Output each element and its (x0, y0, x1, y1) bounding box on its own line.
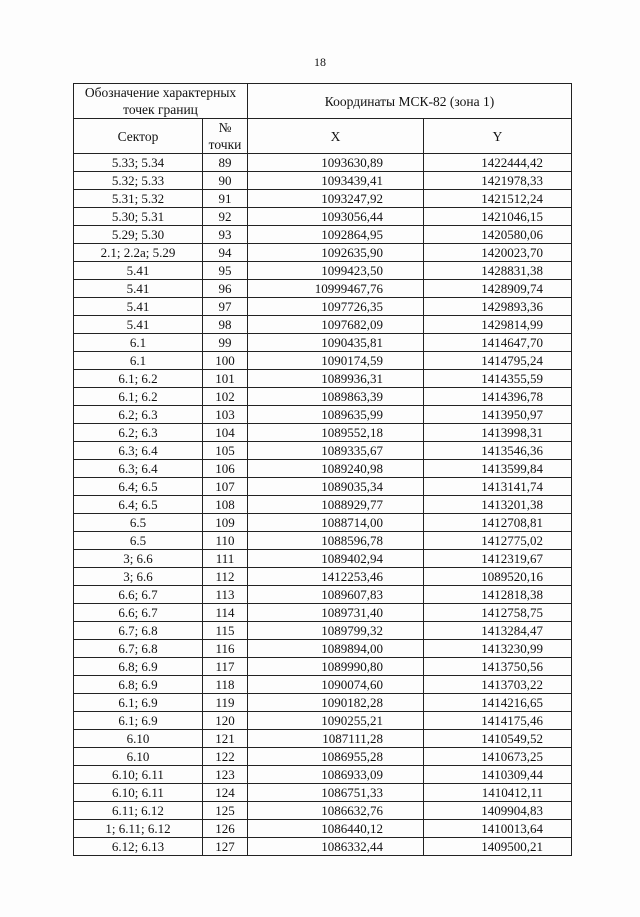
cell-point-number: 92 (203, 208, 248, 226)
cell-y: 1409500,21 (424, 838, 572, 856)
cell-point-number: 118 (203, 676, 248, 694)
cell-x: 1086751,33 (248, 784, 424, 802)
cell-x: 1090182,28 (248, 694, 424, 712)
cell-sector: 6.4; 6.5 (74, 496, 203, 514)
table-body (74, 154, 572, 856)
table-header-row (74, 84, 572, 119)
cell-x: 1086332,44 (248, 838, 424, 856)
cell-y: 1412818,38 (424, 586, 572, 604)
cell-x: 1090435,81 (248, 334, 424, 352)
cell-point-number: 96 (203, 280, 248, 298)
cell-sector: 6.7; 6.8 (74, 622, 203, 640)
table-row (74, 478, 572, 496)
cell-x: 1089894,00 (248, 640, 424, 658)
cell-sector: 2.1; 2.2а; 5.29 (74, 244, 203, 262)
header-x: X (248, 119, 424, 154)
cell-x: 1097726,35 (248, 298, 424, 316)
cell-sector: 6.2; 6.3 (74, 424, 203, 442)
cell-y: 1410549,52 (424, 730, 572, 748)
table-row (74, 370, 572, 388)
table-row (74, 154, 572, 172)
cell-y: 1420023,70 (424, 244, 572, 262)
table-row (74, 748, 572, 766)
table-row (74, 532, 572, 550)
cell-y: 1414355,59 (424, 370, 572, 388)
cell-y: 1413201,38 (424, 496, 572, 514)
cell-x: 1093247,92 (248, 190, 424, 208)
cell-y: 1410673,25 (424, 748, 572, 766)
cell-sector: 6.5 (74, 532, 203, 550)
cell-sector: 6.1; 6.9 (74, 712, 203, 730)
cell-point-number: 122 (203, 748, 248, 766)
cell-x: 1093630,89 (248, 154, 424, 172)
cell-point-number: 126 (203, 820, 248, 838)
table-row (74, 802, 572, 820)
cell-sector: 6.6; 6.7 (74, 604, 203, 622)
cell-point-number: 109 (203, 514, 248, 532)
cell-sector: 6.1; 6.2 (74, 370, 203, 388)
cell-x: 1089635,99 (248, 406, 424, 424)
cell-y: 1414175,46 (424, 712, 572, 730)
table-row (74, 388, 572, 406)
cell-point-number: 97 (203, 298, 248, 316)
cell-y: 1413750,56 (424, 658, 572, 676)
cell-x: 1088714,00 (248, 514, 424, 532)
cell-sector: 6.2; 6.3 (74, 406, 203, 424)
cell-point-number: 116 (203, 640, 248, 658)
cell-x: 1089402,94 (248, 550, 424, 568)
cell-y: 1414647,70 (424, 334, 572, 352)
cell-sector: 6.3; 6.4 (74, 442, 203, 460)
cell-sector: 5.31; 5.32 (74, 190, 203, 208)
cell-sector: 6.3; 6.4 (74, 460, 203, 478)
cell-point-number: 89 (203, 154, 248, 172)
cell-x: 1089731,40 (248, 604, 424, 622)
cell-y: 1421978,33 (424, 172, 572, 190)
cell-point-number: 95 (203, 262, 248, 280)
cell-point-number: 121 (203, 730, 248, 748)
table-row (74, 208, 572, 226)
cell-point-number: 98 (203, 316, 248, 334)
table-row (74, 604, 572, 622)
cell-y: 1413599,84 (424, 460, 572, 478)
cell-y: 1414216,65 (424, 694, 572, 712)
cell-point-number: 124 (203, 784, 248, 802)
table-row (74, 514, 572, 532)
cell-point-number: 90 (203, 172, 248, 190)
cell-x: 1089799,32 (248, 622, 424, 640)
cell-sector: 6.4; 6.5 (74, 478, 203, 496)
cell-y: 1421046,15 (424, 208, 572, 226)
cell-point-number: 111 (203, 550, 248, 568)
cell-sector: 6.10 (74, 748, 203, 766)
table-row (74, 442, 572, 460)
table-row (74, 658, 572, 676)
table-row (74, 496, 572, 514)
cell-sector: 6.1 (74, 334, 203, 352)
table-row (74, 244, 572, 262)
cell-x: 1099423,50 (248, 262, 424, 280)
table-row (74, 550, 572, 568)
cell-x: 1087111,28 (248, 730, 424, 748)
cell-y: 1410309,44 (424, 766, 572, 784)
cell-point-number: 112 (203, 568, 248, 586)
cell-point-number: 119 (203, 694, 248, 712)
table-row (74, 622, 572, 640)
cell-y: 1413703,22 (424, 676, 572, 694)
cell-x: 1089936,31 (248, 370, 424, 388)
cell-sector: 6.10; 6.11 (74, 766, 203, 784)
cell-sector: 6.11; 6.12 (74, 802, 203, 820)
cell-point-number: 125 (203, 802, 248, 820)
table-row (74, 640, 572, 658)
table-row (74, 172, 572, 190)
cell-x: 1092864,95 (248, 226, 424, 244)
cell-sector: 3; 6.6 (74, 550, 203, 568)
cell-point-number: 104 (203, 424, 248, 442)
table-row (74, 460, 572, 478)
cell-sector: 6.1; 6.2 (74, 388, 203, 406)
cell-sector: 5.33; 5.34 (74, 154, 203, 172)
cell-sector: 6.5 (74, 514, 203, 532)
table-row (74, 280, 572, 298)
cell-sector: 6.1; 6.9 (74, 694, 203, 712)
cell-y: 1429893,36 (424, 298, 572, 316)
cell-x: 1090255,21 (248, 712, 424, 730)
table-row (74, 298, 572, 316)
cell-point-number: 101 (203, 370, 248, 388)
table-row (74, 316, 572, 334)
cell-x: 1089990,80 (248, 658, 424, 676)
table-row (74, 730, 572, 748)
cell-y: 1410013,64 (424, 820, 572, 838)
cell-point-number: 113 (203, 586, 248, 604)
cell-y: 1414396,78 (424, 388, 572, 406)
cell-sector: 5.32; 5.33 (74, 172, 203, 190)
table-row (74, 766, 572, 784)
table-subheader-row (74, 119, 572, 154)
cell-sector: 5.30; 5.31 (74, 208, 203, 226)
table-row (74, 352, 572, 370)
table-row (74, 226, 572, 244)
coordinates-table (73, 83, 572, 856)
cell-y: 1414795,24 (424, 352, 572, 370)
cell-y: 1422444,42 (424, 154, 572, 172)
cell-x: 10999467,76 (248, 280, 424, 298)
cell-y: 1428909,74 (424, 280, 572, 298)
cell-x: 1092635,90 (248, 244, 424, 262)
header-coordinates: Координаты МСК-82 (зона 1) (248, 84, 572, 119)
cell-x: 1086955,28 (248, 748, 424, 766)
cell-y: 1421512,24 (424, 190, 572, 208)
cell-y: 1413284,47 (424, 622, 572, 640)
cell-x: 1090174,59 (248, 352, 424, 370)
table-row (74, 424, 572, 442)
cell-point-number: 123 (203, 766, 248, 784)
cell-y: 1413546,36 (424, 442, 572, 460)
cell-sector: 6.6; 6.7 (74, 586, 203, 604)
cell-sector: 5.29; 5.30 (74, 226, 203, 244)
cell-y: 1413141,74 (424, 478, 572, 496)
cell-x: 1089335,67 (248, 442, 424, 460)
cell-sector: 5.41 (74, 298, 203, 316)
cell-x: 1089240,98 (248, 460, 424, 478)
cell-sector: 5.41 (74, 262, 203, 280)
cell-point-number: 110 (203, 532, 248, 550)
cell-point-number: 107 (203, 478, 248, 496)
cell-point-number: 91 (203, 190, 248, 208)
cell-point-number: 120 (203, 712, 248, 730)
header-y: Y (424, 119, 572, 154)
cell-x: 1086933,09 (248, 766, 424, 784)
cell-y: 1412758,75 (424, 604, 572, 622)
cell-x: 1097682,09 (248, 316, 424, 334)
cell-y: 1413230,99 (424, 640, 572, 658)
table-row (74, 568, 572, 586)
cell-y: 1428831,38 (424, 262, 572, 280)
cell-x: 1412253,46 (248, 568, 424, 586)
cell-y: 1420580,06 (424, 226, 572, 244)
cell-x: 1090074,60 (248, 676, 424, 694)
table-row (74, 712, 572, 730)
cell-sector: 6.10 (74, 730, 203, 748)
cell-y: 1089520,16 (424, 568, 572, 586)
cell-x: 1089035,34 (248, 478, 424, 496)
cell-y: 1412775,02 (424, 532, 572, 550)
cell-y: 1413950,97 (424, 406, 572, 424)
cell-x: 1088929,77 (248, 496, 424, 514)
cell-point-number: 103 (203, 406, 248, 424)
table-row (74, 190, 572, 208)
table-row (74, 334, 572, 352)
cell-sector: 6.10; 6.11 (74, 784, 203, 802)
cell-sector: 5.41 (74, 316, 203, 334)
cell-x: 1089552,18 (248, 424, 424, 442)
cell-y: 1412708,81 (424, 514, 572, 532)
cell-point-number: 99 (203, 334, 248, 352)
cell-point-number: 114 (203, 604, 248, 622)
cell-sector: 3; 6.6 (74, 568, 203, 586)
table-row (74, 820, 572, 838)
cell-y: 1429814,99 (424, 316, 572, 334)
table-row (74, 784, 572, 802)
cell-x: 1093056,44 (248, 208, 424, 226)
cell-sector: 6.8; 6.9 (74, 676, 203, 694)
cell-point-number: 127 (203, 838, 248, 856)
cell-point-number: 93 (203, 226, 248, 244)
cell-y: 1413998,31 (424, 424, 572, 442)
cell-point-number: 105 (203, 442, 248, 460)
cell-y: 1409904,83 (424, 802, 572, 820)
cell-point-number: 94 (203, 244, 248, 262)
table-row (74, 406, 572, 424)
table-row (74, 838, 572, 856)
cell-sector: 6.8; 6.9 (74, 658, 203, 676)
cell-point-number: 102 (203, 388, 248, 406)
cell-sector: 6.1 (74, 352, 203, 370)
cell-y: 1410412,11 (424, 784, 572, 802)
table-row (74, 694, 572, 712)
header-sector: Сектор (74, 119, 203, 154)
cell-point-number: 117 (203, 658, 248, 676)
table-row (74, 676, 572, 694)
cell-x: 1089607,83 (248, 586, 424, 604)
cell-point-number: 115 (203, 622, 248, 640)
header-point-number: № точки (203, 119, 248, 154)
table-row (74, 586, 572, 604)
page-number: 18 (314, 55, 326, 69)
cell-point-number: 100 (203, 352, 248, 370)
cell-y: 1412319,67 (424, 550, 572, 568)
cell-sector: 5.41 (74, 280, 203, 298)
cell-sector: 6.7; 6.8 (74, 640, 203, 658)
cell-x: 1086632,76 (248, 802, 424, 820)
cell-x: 1089863,39 (248, 388, 424, 406)
cell-sector: 6.12; 6.13 (74, 838, 203, 856)
table-row (74, 262, 572, 280)
cell-x: 1093439,41 (248, 172, 424, 190)
cell-point-number: 106 (203, 460, 248, 478)
cell-x: 1086440,12 (248, 820, 424, 838)
cell-x: 1088596,78 (248, 532, 424, 550)
cell-sector: 1; 6.11; 6.12 (74, 820, 203, 838)
cell-point-number: 108 (203, 496, 248, 514)
header-designation: Обозначение характерных точек границ (74, 84, 248, 119)
